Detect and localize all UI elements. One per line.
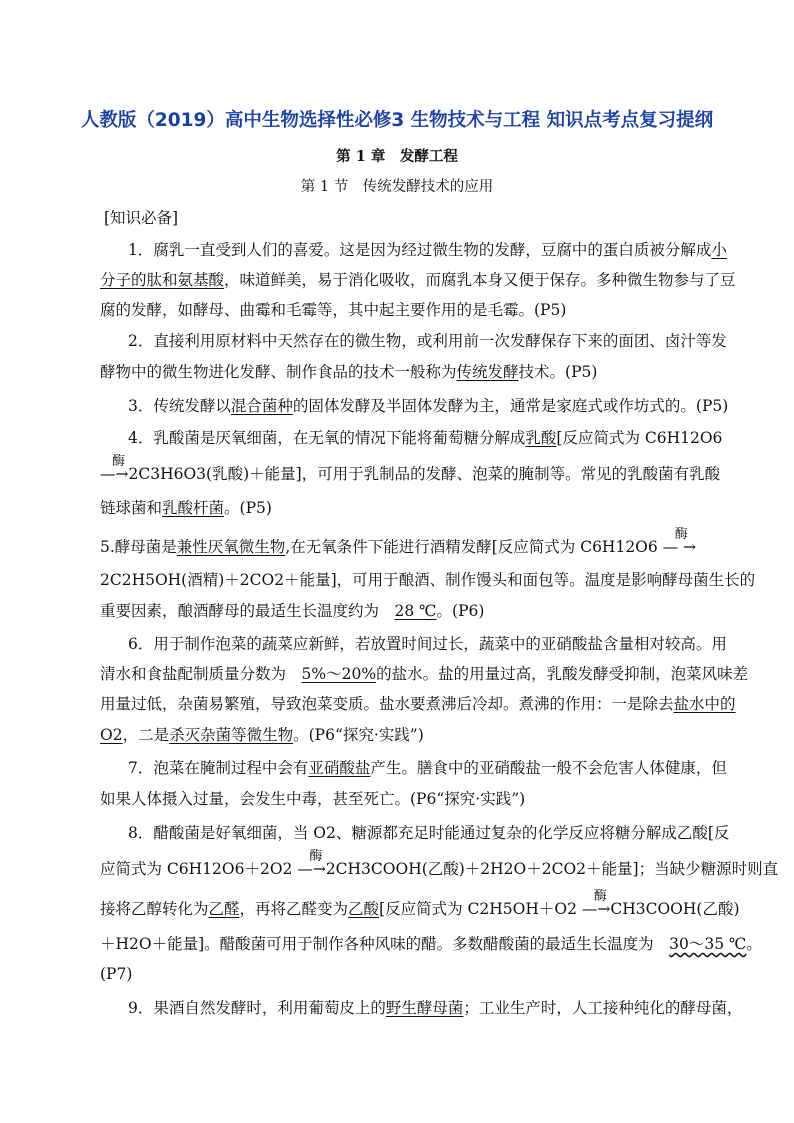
p5-line-3: 重要因素，酿酒酵母的最适生长温度约为 28 ℃。(P6) xyxy=(100,602,485,620)
enzyme-arrow-icon: — 酶 xyxy=(100,454,126,483)
p7-line-2: 如果人体摄入过量，会发生中毒，甚至死亡。(P6“探究·实践”) xyxy=(100,790,526,808)
p7-line-1: 7．泡菜在腌制过程中会有亚硝酸盐产生。膳食中的亚硝酸盐一般不会危害人体健康，但 xyxy=(128,759,727,777)
enzyme-arrow-icon: — 酶 xyxy=(581,889,607,918)
p9-line-1: 9．果酒自然发酵时，利用葡萄皮上的野生酵母菌；工业生产时，人工接种纯化的酵母菌， xyxy=(128,999,743,1017)
p5-line-1: 5.酵母菌是兼性厌氧微生物,在无氧条件下能进行酒精发酵[反应简式为 C6H12O6 — 酶 → xyxy=(100,527,697,556)
p6-line-2: 清水和食盐配制质量分数为 5%～20%的盐水。盐的用量过高，乳酸发酵受抑制，泡菜风味差 xyxy=(100,665,749,683)
p8-line-4: ＋H2O＋能量]。醋酸菌可用于制作各种风味的醋。多数醋酸菌的最适生长温度为 30～35 ℃。 xyxy=(100,935,762,953)
knowledge-tag: [知识必备] xyxy=(104,209,179,227)
p8-line-1: 8．醋酸菌是好氧细菌，当 O2、糖源都充足时能通过复杂的化学反应将糖分解成乙酸[反 xyxy=(128,824,730,842)
p8-line-5: (P7) xyxy=(100,965,133,983)
p3-line-1: 3．传统发酵以混合菌种的固体发酵及半固体发酵为主，通常是家庭式或作坊式的。(P5) xyxy=(128,397,729,415)
p6-line-1: 6．用于制作泡菜的蔬菜应新鲜，若放置时间过长，蔬菜中的亚硝酸盐含量相对较高。用 xyxy=(128,635,727,653)
document-title: 人教版（2019）高中生物选择性必修3 生物技术与工程 知识点考点复习提纲 xyxy=(80,110,714,131)
p2-line-1: 2．直接利用原材料中天然存在的微生物，或利用前一次发酵保存下来的面团、卤汁等发 xyxy=(128,332,727,350)
p6-line-4: O2，二是杀灭杂菌等微生物。(P6“探究·实践”) xyxy=(100,726,424,744)
section-heading: 第 1 节 传统发酵技术的应用 xyxy=(300,179,494,195)
p8-line-3: 接将乙醇转化为乙醛，再将乙醛变为乙酸[反应简式为 C2H5OH＋O2 — 酶 →CH3COOH(乙酸) xyxy=(100,889,740,918)
p4-line-2: — 酶 →2C3H6O3(乳酸)＋能量]，可用于乳制品的发酵、泡菜的腌制等。常见的乳酸菌有乳酸 xyxy=(100,454,721,483)
chapter-heading: 第 1 章 发酵工程 xyxy=(336,148,458,165)
p8-line-2: 应简式为 C6H12O6＋2O2 — 酶 →2CH3COOH(乙酸)＋2H2O＋2CO2＋能量]；当缺少糖源时则直 xyxy=(100,849,779,878)
p4-line-3: 链球菌和乳酸杆菌。(P5) xyxy=(100,499,272,517)
p1-line-3: 腐的发酵，如酵母、曲霉和毛霉等，其中起主要作用的是毛霉。(P5) xyxy=(100,301,567,319)
p1-line-1: 1．腐乳一直受到人们的喜爱。这是因为经过微生物的发酵，豆腐中的蛋白质被分解成小 xyxy=(128,241,727,259)
p2-line-2: 酵物中的微生物进化发酵、制作食品的技术一般称为传统发酵技术。(P5) xyxy=(100,363,598,381)
p1-line-2: 分子的肽和氨基酸，味道鲜美，易于消化吸收，而腐乳本身又便于保存。多种微生物参与了豆 xyxy=(100,271,736,289)
p6-line-3: 用量过低，杂菌易繁殖，导致泡菜变质。盐水要煮沸后冷却。煮沸的作用：一是除去盐水中的 xyxy=(100,695,736,713)
enzyme-arrow-icon: — 酶 xyxy=(662,527,688,556)
p5-line-2: 2C2H5OH(酒精)＋2CO2＋能量]，可用于酿酒、制作馒头和面包等。温度是影响酵母菌生长的 xyxy=(100,571,756,589)
enzyme-arrow-icon: — 酶 xyxy=(297,849,323,878)
p4-line-1: 4．乳酸菌是厌氧细菌，在无氧的情况下能将葡萄糖分解成乳酸[反应简式为 C6H12O6 xyxy=(128,429,723,447)
